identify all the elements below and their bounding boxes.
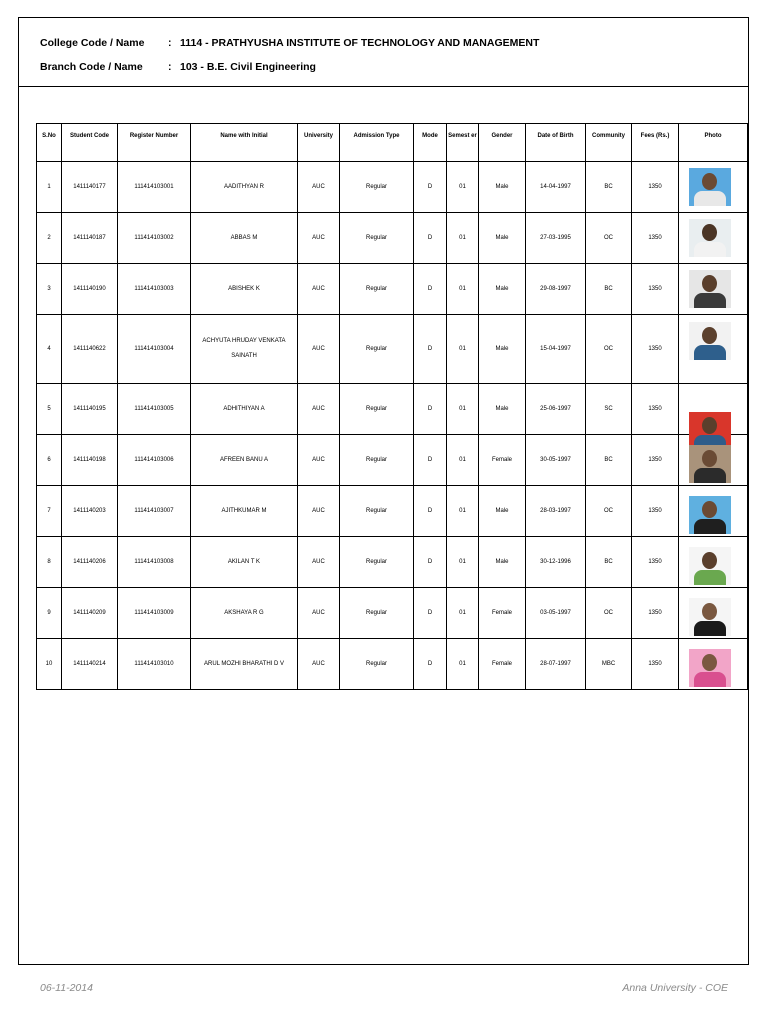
cell-photo [679, 213, 748, 264]
cell-register-number: 111414103009 [118, 588, 191, 639]
cell-student-code: 1411140622 [62, 315, 118, 384]
table-row [37, 264, 748, 315]
student-photo-icon [689, 445, 731, 483]
cell-name: AKILAN T K [191, 537, 298, 588]
cell-university: AUC [298, 537, 340, 588]
header-divider [18, 86, 749, 87]
cell-mode: D [414, 537, 447, 588]
student-photo-icon [689, 322, 731, 360]
cell-photo [679, 537, 748, 588]
cell-mode: D [414, 588, 447, 639]
college-value: 1114 - PRATHYUSHA INSTITUTE OF TECHNOLOGY AND MANAGEMENT [180, 37, 540, 49]
cell-student-code: 1411140198 [62, 435, 118, 486]
cell-student-code: 1411140206 [62, 537, 118, 588]
cell-fees: 1350 [632, 384, 679, 435]
cell-gender: Male [479, 486, 526, 537]
table-row [37, 213, 748, 264]
cell-university: AUC [298, 315, 340, 384]
col-header-fees: Fees (Rs.) [632, 124, 679, 162]
cell-sno: 2 [37, 213, 62, 264]
cell-fees: 1350 [632, 213, 679, 264]
cell-university: AUC [298, 486, 340, 537]
cell-mode: D [414, 384, 447, 435]
cell-sno: 8 [37, 537, 62, 588]
cell-admission-type: Regular [340, 588, 414, 639]
cell-university: AUC [298, 264, 340, 315]
cell-community: OC [586, 213, 632, 264]
cell-register-number: 111414103006 [118, 435, 191, 486]
col-header-mode: Mode [414, 124, 447, 162]
cell-dob: 03-05-1997 [526, 588, 586, 639]
cell-name: ABISHEK K [191, 264, 298, 315]
cell-semester: 01 [447, 486, 479, 537]
branch-label: Branch Code / Name [40, 61, 143, 73]
cell-semester: 01 [447, 384, 479, 435]
cell-register-number: 111414103010 [118, 639, 191, 690]
cell-photo [679, 384, 748, 435]
cell-student-code: 1411140214 [62, 639, 118, 690]
cell-gender: Male [479, 384, 526, 435]
col-header-student-code: Student Code [62, 124, 118, 162]
cell-university: AUC [298, 384, 340, 435]
cell-admission-type: Regular [340, 315, 414, 384]
cell-gender: Female [479, 588, 526, 639]
cell-photo [679, 435, 748, 486]
college-colon: : [168, 37, 172, 49]
cell-register-number: 111414103003 [118, 264, 191, 315]
cell-gender: Male [479, 315, 526, 384]
cell-student-code: 1411140209 [62, 588, 118, 639]
cell-mode: D [414, 435, 447, 486]
student-photo-icon [689, 496, 731, 534]
cell-sno: 10 [37, 639, 62, 690]
cell-name: AJITHKUMAR M [191, 486, 298, 537]
cell-community: SC [586, 384, 632, 435]
footer-issuer: Anna University - COE [622, 982, 728, 994]
cell-mode: D [414, 486, 447, 537]
col-header-community: Community [586, 124, 632, 162]
student-photo-icon [689, 649, 731, 687]
col-header-gender: Gender [479, 124, 526, 162]
cell-sno: 1 [37, 162, 62, 213]
cell-name: ADHITHIYAN A [191, 384, 298, 435]
cell-name: AFREEN BANU A [191, 435, 298, 486]
cell-university: AUC [298, 588, 340, 639]
col-header-photo: Photo [679, 124, 748, 162]
cell-mode: D [414, 213, 447, 264]
cell-sno: 6 [37, 435, 62, 486]
col-header-name: Name with Initial [191, 124, 298, 162]
cell-semester: 01 [447, 435, 479, 486]
table-row [37, 486, 748, 537]
cell-gender: Female [479, 639, 526, 690]
table-row [37, 384, 748, 435]
cell-fees: 1350 [632, 537, 679, 588]
cell-admission-type: Regular [340, 537, 414, 588]
cell-dob: 29-08-1997 [526, 264, 586, 315]
table-row [37, 162, 748, 213]
student-photo-icon [689, 547, 731, 585]
cell-dob: 30-05-1997 [526, 435, 586, 486]
footer-date: 06-11-2014 [40, 982, 93, 994]
cell-gender: Male [479, 213, 526, 264]
cell-fees: 1350 [632, 264, 679, 315]
cell-student-code: 1411140190 [62, 264, 118, 315]
cell-semester: 01 [447, 537, 479, 588]
cell-semester: 01 [447, 162, 479, 213]
college-label: College Code / Name [40, 37, 145, 49]
col-header-dob: Date of Birth [526, 124, 586, 162]
cell-admission-type: Regular [340, 162, 414, 213]
cell-admission-type: Regular [340, 486, 414, 537]
cell-student-code: 1411140187 [62, 213, 118, 264]
cell-sno: 7 [37, 486, 62, 537]
cell-name: ABBAS M [191, 213, 298, 264]
cell-student-code: 1411140177 [62, 162, 118, 213]
cell-fees: 1350 [632, 435, 679, 486]
cell-university: AUC [298, 435, 340, 486]
cell-dob: 28-03-1997 [526, 486, 586, 537]
cell-dob: 27-03-1995 [526, 213, 586, 264]
cell-university: AUC [298, 213, 340, 264]
cell-register-number: 111414103002 [118, 213, 191, 264]
cell-register-number: 111414103004 [118, 315, 191, 384]
cell-community: MBC [586, 639, 632, 690]
cell-gender: Male [479, 264, 526, 315]
cell-student-code: 1411140195 [62, 384, 118, 435]
col-header-university: University [298, 124, 340, 162]
cell-gender: Female [479, 435, 526, 486]
cell-name: AADITHYAN R [191, 162, 298, 213]
cell-fees: 1350 [632, 639, 679, 690]
cell-photo [679, 486, 748, 537]
table-row [37, 435, 748, 486]
cell-fees: 1350 [632, 162, 679, 213]
cell-photo [679, 162, 748, 213]
cell-name: ACHYUTA HRUDAY VENKATA SAINATH [191, 315, 298, 384]
cell-gender: Male [479, 537, 526, 588]
cell-semester: 01 [447, 639, 479, 690]
cell-fees: 1350 [632, 486, 679, 537]
col-header-admission-type: Admission Type [340, 124, 414, 162]
cell-register-number: 111414103005 [118, 384, 191, 435]
cell-mode: D [414, 264, 447, 315]
cell-semester: 01 [447, 315, 479, 384]
cell-dob: 28-07-1997 [526, 639, 586, 690]
table-header-row [37, 124, 748, 162]
cell-register-number: 111414103001 [118, 162, 191, 213]
cell-admission-type: Regular [340, 435, 414, 486]
cell-community: BC [586, 162, 632, 213]
cell-sno: 4 [37, 315, 62, 384]
table-row [37, 537, 748, 588]
cell-sno: 5 [37, 384, 62, 435]
cell-dob: 30-12-1996 [526, 537, 586, 588]
cell-semester: 01 [447, 213, 479, 264]
cell-community: OC [586, 588, 632, 639]
cell-photo [679, 639, 748, 690]
cell-university: AUC [298, 639, 340, 690]
cell-sno: 9 [37, 588, 62, 639]
cell-student-code: 1411140203 [62, 486, 118, 537]
cell-community: OC [586, 486, 632, 537]
cell-fees: 1350 [632, 315, 679, 384]
student-photo-icon [689, 219, 731, 257]
cell-admission-type: Regular [340, 384, 414, 435]
table-row [37, 588, 748, 639]
student-photo-icon [689, 270, 731, 308]
cell-register-number: 111414103007 [118, 486, 191, 537]
cell-admission-type: Regular [340, 213, 414, 264]
cell-university: AUC [298, 162, 340, 213]
branch-value: 103 - B.E. Civil Engineering [180, 61, 316, 73]
cell-dob: 15-04-1997 [526, 315, 586, 384]
cell-sno: 3 [37, 264, 62, 315]
cell-register-number: 111414103008 [118, 537, 191, 588]
table-row [37, 639, 748, 690]
cell-semester: 01 [447, 264, 479, 315]
cell-photo [679, 264, 748, 315]
table-row [37, 315, 748, 384]
cell-fees: 1350 [632, 588, 679, 639]
student-photo-icon [689, 598, 731, 636]
cell-community: BC [586, 537, 632, 588]
col-header-register-number: Register Number [118, 124, 191, 162]
cell-name: AKSHAYA R G [191, 588, 298, 639]
cell-mode: D [414, 315, 447, 384]
col-header-semester: Semest er [447, 124, 479, 162]
cell-community: BC [586, 264, 632, 315]
cell-photo [679, 588, 748, 639]
student-photo-icon [689, 168, 731, 206]
cell-admission-type: Regular [340, 264, 414, 315]
branch-colon: : [168, 61, 172, 73]
cell-photo [679, 315, 748, 384]
cell-dob: 25-06-1997 [526, 384, 586, 435]
cell-community: OC [586, 315, 632, 384]
student-table [36, 123, 748, 690]
cell-dob: 14-04-1997 [526, 162, 586, 213]
cell-gender: Male [479, 162, 526, 213]
cell-mode: D [414, 162, 447, 213]
cell-name: ARUL MOZHI BHARATHI D V [191, 639, 298, 690]
col-header-sno: S.No [37, 124, 62, 162]
cell-community: BC [586, 435, 632, 486]
cell-mode: D [414, 639, 447, 690]
cell-semester: 01 [447, 588, 479, 639]
cell-admission-type: Regular [340, 639, 414, 690]
